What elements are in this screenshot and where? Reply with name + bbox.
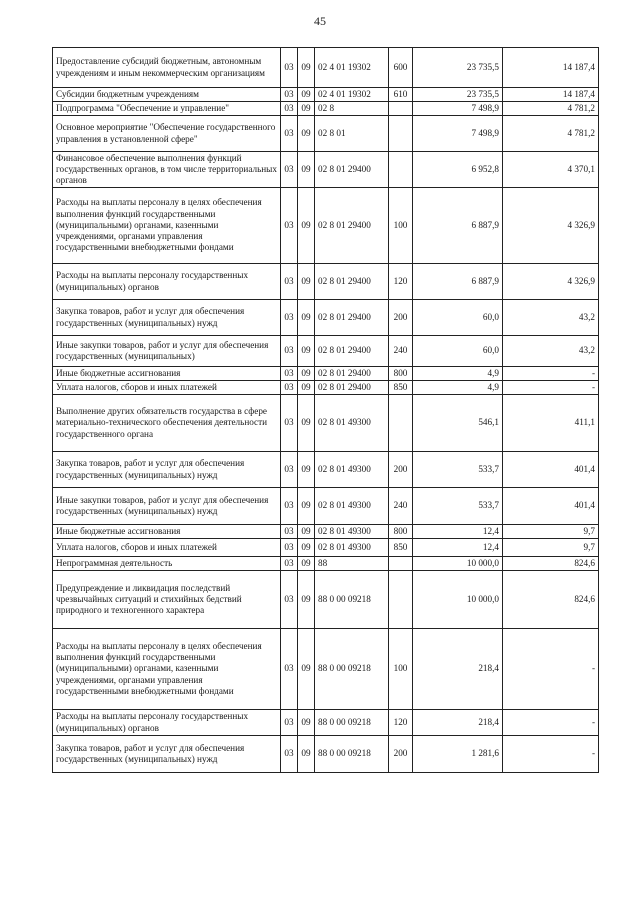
target-article-code: 02 8 01 49300 (315, 525, 389, 539)
expense-type-code: 120 (389, 710, 413, 736)
target-article-code: 02 4 01 19302 (315, 88, 389, 102)
section-code: 03 (281, 452, 298, 488)
planned-amount: 218,4 (413, 629, 503, 710)
item-name: Расходы на выплаты персоналу государственных (муниципальных) органов (53, 264, 281, 300)
planned-amount: 218,4 (413, 710, 503, 736)
section-code: 03 (281, 629, 298, 710)
item-name: Иные закупки товаров, работ и услуг для обеспечения государственных (муниципальных) (53, 336, 281, 367)
subsection-code: 09 (298, 152, 315, 188)
expense-type-code: 850 (389, 539, 413, 557)
item-name: Расходы на выплаты персоналу государственных (муниципальных) органов (53, 710, 281, 736)
executed-amount: - (503, 381, 599, 395)
target-article-code: 02 8 01 29400 (315, 264, 389, 300)
table-row (53, 336, 599, 367)
expense-type-code: 200 (389, 452, 413, 488)
table-row (53, 48, 599, 88)
expense-type-code: 850 (389, 381, 413, 395)
target-article-code: 02 4 01 19302 (315, 48, 389, 88)
planned-amount: 12,4 (413, 525, 503, 539)
target-article-code: 02 8 (315, 102, 389, 116)
expense-type-code: 800 (389, 367, 413, 381)
planned-amount: 7 498,9 (413, 102, 503, 116)
subsection-code: 09 (298, 188, 315, 264)
subsection-code: 09 (298, 539, 315, 557)
planned-amount: 60,0 (413, 300, 503, 336)
budget-table (52, 47, 599, 773)
item-name: Предупреждение и ликвидация последствий чрезвычайных ситуаций и стихийных бедствий природного и техногенного характера (53, 571, 281, 629)
subsection-code: 09 (298, 710, 315, 736)
executed-amount: 401,4 (503, 452, 599, 488)
item-name: Финансовое обеспечение выполнения функций государственных органов, в том числе территориальных органов (53, 152, 281, 188)
planned-amount: 1 281,6 (413, 736, 503, 773)
table-row (53, 736, 599, 773)
planned-amount: 12,4 (413, 539, 503, 557)
table-row (53, 264, 599, 300)
expense-type-code (389, 395, 413, 452)
item-name: Расходы на выплаты персоналу в целях обеспечения выполнения функций государственными (муниципальными) органами, казенными учреждениями, органами управления государственными внебюджетными фондами (53, 188, 281, 264)
executed-amount: 401,4 (503, 488, 599, 525)
section-code: 03 (281, 48, 298, 88)
target-article-code: 02 8 01 49300 (315, 395, 389, 452)
subsection-code: 09 (298, 525, 315, 539)
item-name: Иные бюджетные ассигнования (53, 525, 281, 539)
expense-type-code: 100 (389, 629, 413, 710)
expense-type-code (389, 116, 413, 152)
table-row (53, 395, 599, 452)
target-article-code: 02 8 01 49300 (315, 488, 389, 525)
planned-amount: 6 887,9 (413, 188, 503, 264)
table-row (53, 88, 599, 102)
planned-amount: 4,9 (413, 381, 503, 395)
expense-type-code: 240 (389, 336, 413, 367)
expense-type-code (389, 102, 413, 116)
item-name: Уплата налогов, сборов и иных платежей (53, 539, 281, 557)
executed-amount: 4 781,2 (503, 102, 599, 116)
subsection-code: 09 (298, 336, 315, 367)
section-code: 03 (281, 116, 298, 152)
item-name: Основное мероприятие "Обеспечение государственного управления в установленной сфере" (53, 116, 281, 152)
section-code: 03 (281, 300, 298, 336)
planned-amount: 533,7 (413, 452, 503, 488)
section-code: 03 (281, 367, 298, 381)
item-name: Расходы на выплаты персоналу в целях обеспечения выполнения функций государственными (муниципальными) органами, казенными учреждениями, органами управления государственными внебюджетными фондами (53, 629, 281, 710)
item-name: Предоставление субсидий бюджетным, автономным учреждениям и иным некоммерческим организациям (53, 48, 281, 88)
item-name: Закупка товаров, работ и услуг для обеспечения государственных (муниципальных) нужд (53, 300, 281, 336)
subsection-code: 09 (298, 367, 315, 381)
target-article-code: 02 8 01 29400 (315, 336, 389, 367)
planned-amount: 10 000,0 (413, 571, 503, 629)
planned-amount: 533,7 (413, 488, 503, 525)
target-article-code: 88 (315, 557, 389, 571)
expense-type-code: 600 (389, 48, 413, 88)
planned-amount: 10 000,0 (413, 557, 503, 571)
section-code: 03 (281, 539, 298, 557)
planned-amount: 7 498,9 (413, 116, 503, 152)
section-code: 03 (281, 557, 298, 571)
target-article-code: 88 0 00 09218 (315, 710, 389, 736)
table-row (53, 452, 599, 488)
item-name: Иные закупки товаров, работ и услуг для обеспечения государственных (муниципальных) нужд (53, 488, 281, 525)
item-name: Уплата налогов, сборов и иных платежей (53, 381, 281, 395)
planned-amount: 4,9 (413, 367, 503, 381)
planned-amount: 6 952,8 (413, 152, 503, 188)
target-article-code: 02 8 01 49300 (315, 452, 389, 488)
section-code: 03 (281, 395, 298, 452)
expense-type-code (389, 571, 413, 629)
target-article-code: 02 8 01 29400 (315, 367, 389, 381)
subsection-code: 09 (298, 395, 315, 452)
target-article-code: 02 8 01 (315, 116, 389, 152)
expense-type-code (389, 152, 413, 188)
executed-amount: 9,7 (503, 525, 599, 539)
executed-amount: 824,6 (503, 571, 599, 629)
planned-amount: 23 735,5 (413, 88, 503, 102)
subsection-code: 09 (298, 300, 315, 336)
section-code: 03 (281, 736, 298, 773)
executed-amount: - (503, 367, 599, 381)
target-article-code: 88 0 00 09218 (315, 736, 389, 773)
item-name: Закупка товаров, работ и услуг для обеспечения государственных (муниципальных) нужд (53, 452, 281, 488)
section-code: 03 (281, 381, 298, 395)
table-row (53, 525, 599, 539)
section-code: 03 (281, 188, 298, 264)
table-row (53, 367, 599, 381)
section-code: 03 (281, 152, 298, 188)
executed-amount: 411,1 (503, 395, 599, 452)
subsection-code: 09 (298, 48, 315, 88)
subsection-code: 09 (298, 736, 315, 773)
budget-table-body (53, 48, 599, 773)
page-number: 45 (314, 14, 326, 28)
table-row (53, 116, 599, 152)
subsection-code: 09 (298, 116, 315, 152)
planned-amount: 60,0 (413, 336, 503, 367)
executed-amount: 4 781,2 (503, 116, 599, 152)
executed-amount: 4 326,9 (503, 188, 599, 264)
executed-amount: 14 187,4 (503, 88, 599, 102)
subsection-code: 09 (298, 88, 315, 102)
subsection-code: 09 (298, 102, 315, 116)
planned-amount: 6 887,9 (413, 264, 503, 300)
section-code: 03 (281, 571, 298, 629)
planned-amount: 23 735,5 (413, 48, 503, 88)
table-row (53, 710, 599, 736)
item-name: Субсидии бюджетным учреждениям (53, 88, 281, 102)
executed-amount: - (503, 629, 599, 710)
expense-type-code: 240 (389, 488, 413, 525)
section-code: 03 (281, 488, 298, 525)
target-article-code: 02 8 01 29400 (315, 188, 389, 264)
subsection-code: 09 (298, 629, 315, 710)
target-article-code: 88 0 00 09218 (315, 571, 389, 629)
target-article-code: 02 8 01 49300 (315, 539, 389, 557)
expense-type-code: 200 (389, 736, 413, 773)
subsection-code: 09 (298, 452, 315, 488)
table-row (53, 571, 599, 629)
subsection-code: 09 (298, 264, 315, 300)
item-name: Выполнение других обязательств государства в сфере материально-технического обеспечения деятельности государственного органа (53, 395, 281, 452)
section-code: 03 (281, 336, 298, 367)
table-row (53, 152, 599, 188)
executed-amount: - (503, 710, 599, 736)
table-row (53, 557, 599, 571)
executed-amount: 824,6 (503, 557, 599, 571)
section-code: 03 (281, 102, 298, 116)
table-row (53, 102, 599, 116)
table-row (53, 300, 599, 336)
executed-amount: 14 187,4 (503, 48, 599, 88)
subsection-code: 09 (298, 488, 315, 525)
table-row (53, 188, 599, 264)
executed-amount: 9,7 (503, 539, 599, 557)
table-row (53, 381, 599, 395)
section-code: 03 (281, 88, 298, 102)
expense-type-code: 200 (389, 300, 413, 336)
executed-amount: 43,2 (503, 300, 599, 336)
expense-type-code: 120 (389, 264, 413, 300)
expense-type-code: 610 (389, 88, 413, 102)
section-code: 03 (281, 710, 298, 736)
table-row (53, 539, 599, 557)
target-article-code: 02 8 01 29400 (315, 381, 389, 395)
table-row (53, 629, 599, 710)
item-name: Подпрограмма "Обеспечение и управление" (53, 102, 281, 116)
table-row (53, 488, 599, 525)
subsection-code: 09 (298, 571, 315, 629)
executed-amount: 4 370,1 (503, 152, 599, 188)
executed-amount: - (503, 736, 599, 773)
target-article-code: 02 8 01 29400 (315, 152, 389, 188)
target-article-code: 02 8 01 29400 (315, 300, 389, 336)
subsection-code: 09 (298, 381, 315, 395)
planned-amount: 546,1 (413, 395, 503, 452)
executed-amount: 4 326,9 (503, 264, 599, 300)
section-code: 03 (281, 264, 298, 300)
item-name: Непрограммная деятельность (53, 557, 281, 571)
expense-type-code: 800 (389, 525, 413, 539)
item-name: Закупка товаров, работ и услуг для обеспечения государственных (муниципальных) нужд (53, 736, 281, 773)
item-name: Иные бюджетные ассигнования (53, 367, 281, 381)
section-code: 03 (281, 525, 298, 539)
executed-amount: 43,2 (503, 336, 599, 367)
target-article-code: 88 0 00 09218 (315, 629, 389, 710)
expense-type-code (389, 557, 413, 571)
subsection-code: 09 (298, 557, 315, 571)
expense-type-code: 100 (389, 188, 413, 264)
